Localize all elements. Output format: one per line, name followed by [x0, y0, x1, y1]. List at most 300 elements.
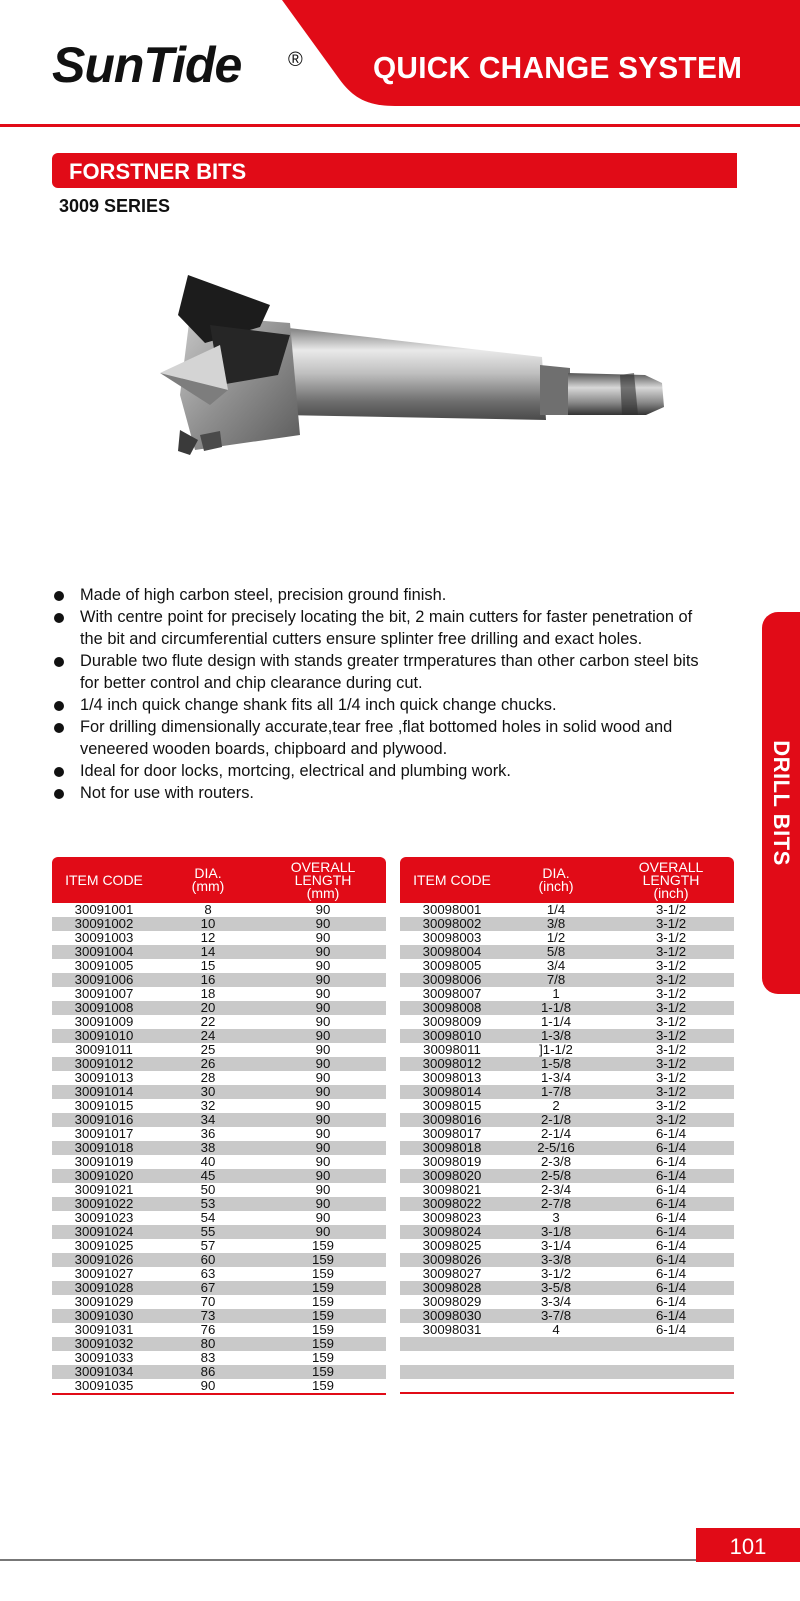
- cell-length: 6-1/4: [608, 1253, 734, 1267]
- table-row: [400, 1281, 734, 1295]
- table-row: [52, 1309, 386, 1323]
- cell-item-code: 30098006: [400, 973, 504, 987]
- cell-item-code: 30091012: [52, 1057, 156, 1071]
- cell-item-code: 30098003: [422, 930, 482, 945]
- cell-length: 90: [260, 973, 386, 987]
- cell-dia: 54: [200, 1210, 216, 1225]
- cell-item-code: 30091007: [74, 986, 134, 1001]
- cell-item-code: 30098001: [422, 902, 482, 917]
- cell-length: 90: [315, 986, 331, 1001]
- cell-dia: 63: [200, 1266, 216, 1281]
- cell-dia: 1-1/4: [540, 1014, 572, 1029]
- cell-length: 90: [315, 1014, 331, 1029]
- cell-item-code: 30091017: [74, 1126, 134, 1141]
- cell-dia: 76: [200, 1322, 216, 1337]
- col-header-dia: DIA. (mm): [156, 857, 260, 903]
- cell-length: 3-1/2: [608, 1029, 734, 1043]
- cell-dia: 70: [200, 1294, 216, 1309]
- cell-length: 90: [315, 958, 331, 973]
- table-row: [400, 1351, 734, 1365]
- cell-item-code: 30091020: [52, 1169, 156, 1183]
- cell-item-code: 30098027: [422, 1266, 482, 1281]
- cell-dia: 1-3/8: [504, 1029, 608, 1043]
- footer-divider: [0, 1559, 800, 1561]
- feature-item: Ideal for door locks, mortcing, electrical and plumbing work.: [52, 760, 712, 782]
- cell-item-code: 30091014: [52, 1085, 156, 1099]
- cell-length: [608, 1365, 734, 1379]
- table-row: [400, 959, 734, 973]
- cell-length: 6-1/4: [655, 1182, 687, 1197]
- cell-item-code: 30091035: [52, 1379, 156, 1394]
- table-row: [52, 1141, 386, 1155]
- cell-dia: 2-1/4: [540, 1126, 572, 1141]
- cell-length: 90: [260, 1029, 386, 1043]
- col-header-item-code: ITEM CODE: [52, 857, 156, 903]
- table-row: [400, 1015, 734, 1029]
- cell-length: 3-1/2: [655, 1070, 687, 1085]
- cell-dia: 45: [156, 1169, 260, 1183]
- cell-length: 90: [260, 1169, 386, 1183]
- cell-length: 90: [260, 1085, 386, 1099]
- table-row: [52, 1099, 386, 1113]
- cell-dia: 60: [156, 1253, 260, 1267]
- cell-dia: 57: [200, 1238, 216, 1253]
- table-row: [52, 917, 386, 931]
- cell-length: 3-1/2: [608, 1001, 734, 1015]
- cell-dia: 1-1/8: [504, 1001, 608, 1015]
- cell-length: 3-1/2: [655, 958, 687, 973]
- cell-length: 90: [315, 1098, 331, 1113]
- cell-dia: 2-5/16: [504, 1141, 608, 1155]
- cell-length: 90: [260, 1197, 386, 1211]
- suntide-logo: [52, 36, 322, 122]
- cell-item-code: 30098012: [400, 1057, 504, 1071]
- table-row: [52, 1239, 386, 1253]
- cell-length: 90: [260, 917, 386, 931]
- table-row: [400, 1029, 734, 1043]
- cell-dia: 3-1/2: [540, 1266, 572, 1281]
- cell-item-code: 30091004: [52, 945, 156, 959]
- table-row: [400, 987, 734, 1001]
- cell-dia: 3-1/4: [540, 1238, 572, 1253]
- cell-dia: 4: [552, 1322, 560, 1337]
- cell-dia: 1-5/8: [504, 1057, 608, 1071]
- side-category-tab: [762, 612, 800, 994]
- cell-item-code: 30091008: [52, 1001, 156, 1015]
- cell-item-code: 30098004: [400, 945, 504, 959]
- cell-length: 159: [260, 1365, 386, 1379]
- table-row: [52, 931, 386, 945]
- page-number-box: [696, 1528, 800, 1562]
- cell-length: 6-1/4: [608, 1141, 734, 1155]
- table-row: [400, 1295, 734, 1309]
- page-number: 101: [729, 1534, 767, 1559]
- table-row: [400, 1043, 734, 1057]
- cell-item-code: 30091001: [74, 902, 134, 917]
- cell-item-code: 30091027: [74, 1266, 134, 1281]
- table-row: [52, 1071, 386, 1085]
- cell-item-code: 30098024: [400, 1225, 504, 1239]
- spec-table-mm: [52, 857, 386, 1395]
- cell-dia: 18: [200, 986, 216, 1001]
- cell-length: 3-1/2: [655, 1042, 687, 1057]
- table-row: [52, 1253, 386, 1267]
- cell-dia: 10: [156, 917, 260, 931]
- cell-item-code: 30098022: [400, 1197, 504, 1211]
- cell-item-code: 30098009: [422, 1014, 482, 1029]
- table-row: [400, 1127, 734, 1141]
- cell-length: 6-1/4: [655, 1322, 687, 1337]
- cell-length: 6-1/4: [655, 1210, 687, 1225]
- cell-length: 90: [260, 1113, 386, 1127]
- cell-length: 90: [315, 1182, 331, 1197]
- cell-dia: 7/8: [504, 973, 608, 987]
- cell-dia: 1: [552, 986, 560, 1001]
- header-title: QUICK CHANGE SYSTEM: [373, 50, 743, 85]
- cell-dia: 22: [200, 1014, 216, 1029]
- cell-item-code: 30098023: [422, 1210, 482, 1225]
- cell-item-code: 30098026: [400, 1253, 504, 1267]
- cell-item-code: 30091011: [75, 1042, 133, 1057]
- cell-item-code: 30091025: [74, 1238, 134, 1253]
- table-row: [52, 1295, 386, 1309]
- cell-item-code: 30091030: [52, 1309, 156, 1323]
- cell-length: 90: [260, 1057, 386, 1071]
- feature-item: 1/4 inch quick change shank fits all 1/4 inch quick change chucks.: [52, 694, 712, 716]
- cell-item-code: 30091019: [74, 1154, 134, 1169]
- cell-dia: 86: [156, 1365, 260, 1379]
- cell-length: 3-1/2: [608, 1057, 734, 1071]
- cell-dia: 5/8: [504, 945, 608, 959]
- cell-item-code: 30098010: [400, 1029, 504, 1043]
- section-title-bar: [52, 153, 737, 188]
- col-header-dia: DIA. (inch): [504, 857, 608, 903]
- cell-dia: 28: [200, 1070, 216, 1085]
- cell-item-code: 30091018: [52, 1141, 156, 1155]
- cell-length: 159: [260, 1379, 386, 1394]
- cell-item-code: 30098030: [400, 1309, 504, 1323]
- series-label: 3009 SERIES: [59, 196, 171, 216]
- table-row: [400, 1239, 734, 1253]
- table-row: [400, 903, 734, 917]
- cell-length: 3-1/2: [655, 1098, 687, 1113]
- table-row: [52, 1043, 386, 1057]
- cell-length: 3-1/2: [655, 1014, 687, 1029]
- cell-length: 90: [260, 1001, 386, 1015]
- cell-length: 90: [315, 902, 331, 917]
- table-row: [400, 1365, 734, 1379]
- cell-dia: 30: [156, 1085, 260, 1099]
- cell-dia: 3/8: [504, 917, 608, 931]
- cell-item-code: 30091013: [74, 1070, 134, 1085]
- cell-dia: 3-5/8: [504, 1281, 608, 1295]
- cell-dia: 36: [200, 1126, 216, 1141]
- cell-item-code: [400, 1365, 504, 1379]
- cell-item-code: 30091009: [74, 1014, 134, 1029]
- cell-item-code: 30091033: [74, 1350, 134, 1365]
- table-row: [400, 1253, 734, 1267]
- table-row: [52, 1281, 386, 1295]
- cell-dia: 16: [156, 973, 260, 987]
- table-row: [52, 1183, 386, 1197]
- cell-dia: 90: [156, 1379, 260, 1394]
- table-row: [52, 1169, 386, 1183]
- cell-dia: 2: [552, 1098, 560, 1113]
- cell-dia: 12: [200, 930, 216, 945]
- cell-item-code: 30098020: [400, 1169, 504, 1183]
- table-row: [52, 1197, 386, 1211]
- cell-item-code: 30098005: [422, 958, 482, 973]
- table-row: [400, 1141, 734, 1155]
- section-title: FORSTNER BITS: [69, 159, 247, 184]
- cell-item-code: 30091026: [52, 1253, 156, 1267]
- cell-item-code: 30098019: [422, 1154, 482, 1169]
- table-row: [52, 1351, 386, 1365]
- table-row: [52, 973, 386, 987]
- registered-mark: ®: [288, 49, 303, 71]
- cell-item-code: 30098015: [422, 1098, 482, 1113]
- table-row: [400, 1071, 734, 1085]
- cell-dia: 15: [200, 958, 216, 973]
- cell-dia: 80: [156, 1337, 260, 1351]
- cell-length: 3-1/2: [608, 973, 734, 987]
- cell-dia: 24: [156, 1029, 260, 1043]
- table-row: [52, 1155, 386, 1169]
- table-row: [400, 1099, 734, 1113]
- table-row: [52, 1057, 386, 1071]
- table-row: [400, 973, 734, 987]
- cell-dia: 3-7/8: [504, 1309, 608, 1323]
- table-row: [400, 1309, 734, 1323]
- cell-length: 6-1/4: [608, 1225, 734, 1239]
- table-row: [400, 1197, 734, 1211]
- table-row: [400, 945, 734, 959]
- cell-dia: 67: [156, 1281, 260, 1295]
- cell-item-code: 30098021: [422, 1182, 482, 1197]
- cell-item-code: 30091029: [74, 1294, 134, 1309]
- cell-item-code: 30098028: [400, 1281, 504, 1295]
- cell-item-code: 30098029: [422, 1294, 482, 1309]
- cell-dia: 8: [204, 902, 212, 917]
- table-row: [400, 1169, 734, 1183]
- table-body: [52, 903, 386, 1394]
- cell-dia: 2-3/4: [540, 1182, 572, 1197]
- cell-length: 6-1/4: [608, 1309, 734, 1323]
- cell-length: 3-1/2: [655, 930, 687, 945]
- cell-dia: 20: [156, 1001, 260, 1015]
- header-divider: [0, 124, 800, 127]
- table-header-row: [52, 857, 386, 903]
- cell-item-code: 30091015: [74, 1098, 134, 1113]
- cell-length: 159: [260, 1281, 386, 1295]
- cell-length: 6-1/4: [655, 1294, 687, 1309]
- table-row: [52, 903, 386, 917]
- cell-dia: 3/4: [546, 958, 566, 973]
- cell-dia: 3-3/4: [540, 1294, 572, 1309]
- cell-length: [608, 1337, 734, 1351]
- table-row: [52, 1029, 386, 1043]
- cell-item-code: 30098016: [400, 1113, 504, 1127]
- cell-length: [608, 1351, 734, 1365]
- table-row: [400, 1379, 734, 1393]
- table-row: [52, 945, 386, 959]
- cell-length: 3-1/2: [655, 986, 687, 1001]
- cell-dia: 3: [552, 1210, 560, 1225]
- cell-length: 3-1/2: [608, 1085, 734, 1099]
- table-row: [52, 1127, 386, 1141]
- table-row: [52, 1337, 386, 1351]
- cell-item-code: 30098018: [400, 1141, 504, 1155]
- cell-length: 159: [311, 1294, 334, 1309]
- cell-length: 6-1/4: [608, 1281, 734, 1295]
- cell-dia: 25: [200, 1042, 216, 1057]
- table-row: [52, 1015, 386, 1029]
- cell-dia: 1/2: [546, 930, 566, 945]
- cell-item-code: 30098002: [400, 917, 504, 931]
- cell-item-code: 30091003: [74, 930, 134, 945]
- feature-list: [52, 584, 712, 804]
- table-row: [52, 1113, 386, 1127]
- cell-length: 159: [311, 1266, 334, 1281]
- cell-length: 90: [315, 1042, 331, 1057]
- table-row: [400, 931, 734, 945]
- cell-dia: 55: [156, 1225, 260, 1239]
- table-row: [52, 1365, 386, 1379]
- cell-length: 90: [315, 1210, 331, 1225]
- cell-length: 90: [315, 1126, 331, 1141]
- cell-dia: 14: [156, 945, 260, 959]
- cell-dia: 38: [156, 1141, 260, 1155]
- table-row: [400, 1001, 734, 1015]
- cell-length: 90: [315, 1070, 331, 1085]
- table-row: [52, 1001, 386, 1015]
- cell-dia: 50: [200, 1182, 216, 1197]
- table-row: [400, 1155, 734, 1169]
- cell-item-code: 30091022: [52, 1197, 156, 1211]
- cell-item-code: 30091034: [52, 1365, 156, 1379]
- table-row: [400, 1183, 734, 1197]
- cell-dia: 3-3/8: [504, 1253, 608, 1267]
- cell-length: 90: [260, 1225, 386, 1239]
- cell-item-code: [400, 1379, 504, 1393]
- cell-item-code: [400, 1351, 504, 1365]
- cell-length: 159: [311, 1322, 334, 1337]
- page-header: [0, 0, 800, 130]
- cell-item-code: 30098008: [400, 1001, 504, 1015]
- cell-length: 6-1/4: [655, 1238, 687, 1253]
- cell-dia: 1-3/4: [540, 1070, 572, 1085]
- spec-table-inch: [400, 857, 734, 1394]
- table-row: [400, 1323, 734, 1337]
- cell-item-code: 30098011: [423, 1042, 481, 1057]
- cell-item-code: 30091021: [74, 1182, 134, 1197]
- cell-item-code: 30091005: [74, 958, 134, 973]
- table-row: [400, 1085, 734, 1099]
- cell-dia: 2-7/8: [504, 1197, 608, 1211]
- cell-item-code: 30091002: [52, 917, 156, 931]
- cell-dia: 2-1/8: [504, 1113, 608, 1127]
- table-row: [52, 1085, 386, 1099]
- cell-item-code: 30091010: [52, 1029, 156, 1043]
- table-row: [400, 1113, 734, 1127]
- cell-length: 90: [260, 1141, 386, 1155]
- cell-item-code: 30091032: [52, 1337, 156, 1351]
- cell-length: 159: [311, 1350, 334, 1365]
- cell-length: 3-1/2: [655, 902, 687, 917]
- cell-item-code: 30091016: [52, 1113, 156, 1127]
- logo-wordmark: SunTide: [52, 37, 242, 93]
- feature-item: Not for use with routers.: [52, 782, 712, 804]
- cell-length: 159: [260, 1309, 386, 1323]
- cell-length: 90: [315, 930, 331, 945]
- cell-dia: 2-3/8: [540, 1154, 572, 1169]
- cell-item-code: 30098007: [422, 986, 482, 1001]
- cell-length: 159: [260, 1253, 386, 1267]
- cell-item-code: 30098031: [422, 1322, 482, 1337]
- cell-dia: ]1-1/2: [539, 1042, 573, 1057]
- col-header-item-code: ITEM CODE: [400, 857, 504, 903]
- table-row: [400, 1225, 734, 1239]
- table-row: [52, 1379, 386, 1394]
- table-row: [400, 917, 734, 931]
- cell-dia: 3-1/8: [504, 1225, 608, 1239]
- feature-item: For drilling dimensionally accurate,tear free ,flat bottomed holes in solid wood and veneered wooden boards, chipboard and plywood.: [52, 716, 712, 760]
- table-row: [52, 1323, 386, 1337]
- cell-length: 159: [311, 1238, 334, 1253]
- cell-length: 3-1/2: [608, 1113, 734, 1127]
- table-row: [52, 987, 386, 1001]
- cell-dia: 32: [200, 1098, 216, 1113]
- cell-dia: 40: [200, 1154, 216, 1169]
- cell-length: 6-1/4: [608, 1197, 734, 1211]
- cell-dia: [504, 1337, 608, 1351]
- cell-dia: 1-7/8: [504, 1085, 608, 1099]
- cell-dia: 53: [156, 1197, 260, 1211]
- cell-dia: 2-5/8: [504, 1169, 608, 1183]
- cell-dia: 73: [156, 1309, 260, 1323]
- cell-length: 3-1/2: [608, 945, 734, 959]
- table-row: [400, 1211, 734, 1225]
- cell-item-code: 30098014: [400, 1085, 504, 1099]
- cell-length: 6-1/4: [655, 1154, 687, 1169]
- cell-length: 6-1/4: [608, 1169, 734, 1183]
- table-row: [52, 959, 386, 973]
- feature-item: With centre point for precisely locating the bit, 2 main cutters for faster penetration of the bit and circumferential cutters ensure splinter free drilling and exact holes.: [52, 606, 712, 650]
- cell-item-code: 30091028: [52, 1281, 156, 1295]
- cell-length: 6-1/4: [655, 1126, 687, 1141]
- cell-dia: 1/4: [546, 902, 566, 917]
- feature-item: Durable two flute design with stands greater trmperatures than other carbon steel bits for better control and chip clearance during cut.: [52, 650, 712, 694]
- cell-dia: [504, 1379, 608, 1393]
- cell-length: 90: [315, 1154, 331, 1169]
- table-row: [52, 1211, 386, 1225]
- table-row: [52, 1267, 386, 1281]
- cell-item-code: [400, 1337, 504, 1351]
- cell-dia: 26: [156, 1057, 260, 1071]
- cell-dia: [504, 1365, 608, 1379]
- cell-item-code: 30098013: [422, 1070, 482, 1085]
- cell-length: 6-1/4: [655, 1266, 687, 1281]
- cell-item-code: 30091023: [74, 1210, 134, 1225]
- cell-length: 159: [260, 1337, 386, 1351]
- table-row: [400, 1057, 734, 1071]
- table-row: [400, 1267, 734, 1281]
- cell-item-code: 30098017: [422, 1126, 482, 1141]
- table-header-row: [400, 857, 734, 903]
- forstner-bit-image: [150, 265, 690, 475]
- cell-dia: 34: [156, 1113, 260, 1127]
- cell-item-code: 30091031: [74, 1322, 134, 1337]
